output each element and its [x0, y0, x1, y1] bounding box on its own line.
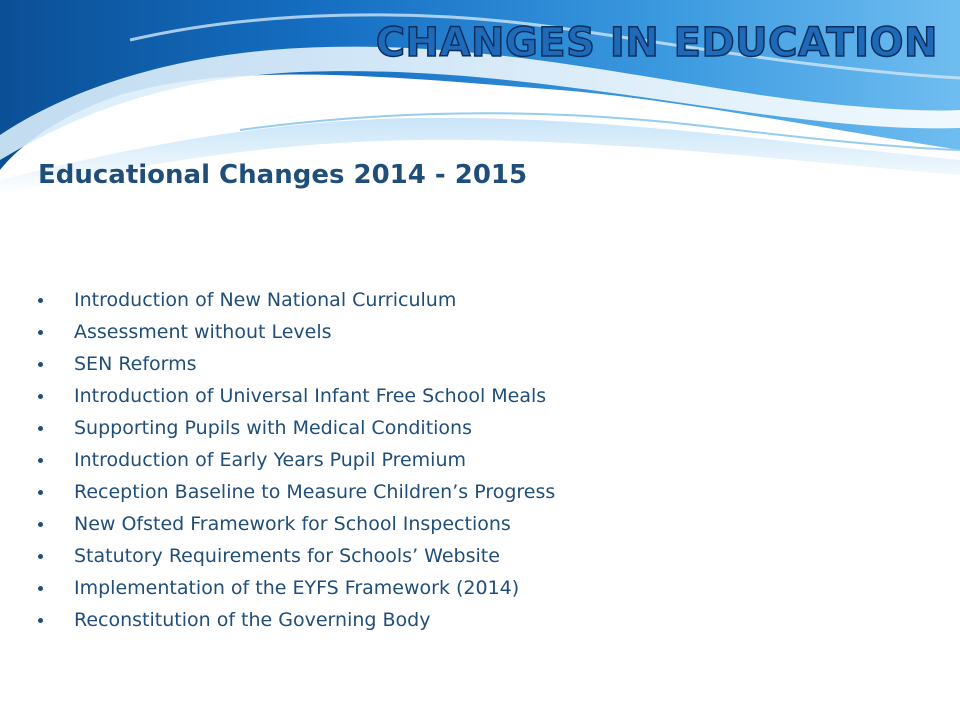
list-item-text: Introduction of Early Years Pupil Premium	[74, 449, 467, 471]
bullet-list	[38, 284, 555, 636]
slide-subtitle: Educational Changes 2014 - 2015	[38, 160, 528, 190]
bullet-icon	[38, 458, 43, 463]
list-item	[38, 284, 555, 316]
bullet-icon	[38, 618, 43, 623]
bullet-icon	[38, 298, 43, 303]
list-item-text: Reception Baseline to Measure Children’s Progress	[74, 481, 556, 503]
list-item	[38, 572, 555, 604]
list-item-text: Supporting Pupils with Medical Conditions	[74, 417, 472, 439]
list-item-text: New Ofsted Framework for School Inspections	[74, 513, 511, 535]
list-item	[38, 444, 555, 476]
list-item	[38, 508, 555, 540]
list-item	[38, 316, 555, 348]
bullet-icon	[38, 490, 43, 495]
list-item-text: Introduction of Universal Infant Free School Meals	[74, 385, 547, 407]
list-item	[38, 476, 555, 508]
bullet-icon	[38, 394, 43, 399]
bullet-icon	[38, 586, 43, 591]
list-item-text: Introduction of New National Curriculum	[74, 289, 457, 311]
bullet-icon	[38, 362, 43, 367]
list-item-text: SEN Reforms	[74, 353, 197, 375]
list-item	[38, 348, 555, 380]
list-item	[38, 604, 555, 636]
list-item	[38, 540, 555, 572]
list-item-text: Reconstitution of the Governing Body	[74, 609, 431, 631]
slide-title: CHANGES IN EDUCATION	[375, 20, 938, 66]
list-item-text: Statutory Requirements for Schools’ Website	[74, 545, 500, 567]
list-item	[38, 380, 555, 412]
list-item	[38, 412, 555, 444]
bullet-icon	[38, 330, 43, 335]
list-item-text: Assessment without Levels	[74, 321, 332, 343]
bullet-icon	[38, 522, 43, 527]
bullet-icon	[38, 554, 43, 559]
bullet-icon	[38, 426, 43, 431]
list-item-text: Implementation of the EYFS Framework (2014)	[74, 577, 520, 599]
